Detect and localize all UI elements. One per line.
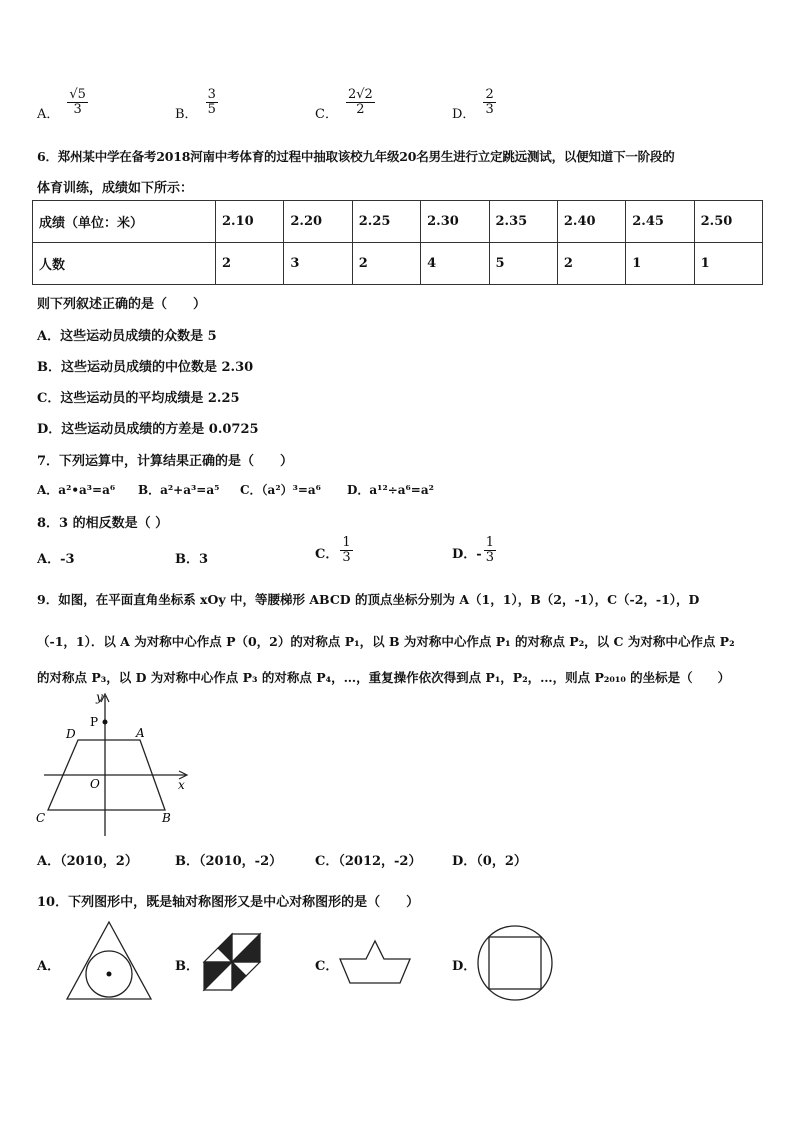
q5-options	[37, 88, 757, 128]
triangle-shape	[67, 922, 151, 999]
table-cell: 2	[557, 243, 625, 285]
label-d: D	[66, 727, 76, 741]
label-x: x	[178, 778, 185, 792]
q6-option-d: D．这些运动员成绩的方差是 0.0725	[37, 422, 259, 437]
table-header-label: 成绩（单位：米）	[33, 201, 216, 243]
q8-stem: 8．3 的相反数是（ ）	[37, 516, 169, 531]
label-y: y	[96, 690, 103, 704]
table-cell: 2.40	[557, 201, 625, 243]
q10-figure-d	[476, 924, 554, 1002]
q9-option-c: C．（2012，-2）	[315, 854, 422, 869]
label-a: A	[136, 726, 145, 740]
table-cell: 2.45	[626, 201, 694, 243]
label-b: B	[162, 811, 171, 825]
q9-option-a: A．（2010，2）	[37, 854, 138, 869]
center-dot	[107, 972, 112, 977]
table-cell: 2.10	[216, 201, 284, 243]
table-cell: 2.20	[284, 201, 352, 243]
q9-line2: （-1，1）．以 A 为对称中心作点 P（0，2）的对称点 P₁，以 B 为对称中心作点 P₁ 的对称点 P₂，以 C 为对称中心作点 P₂	[37, 634, 735, 649]
q5-option-d: D． $\frac{2}{3}$	[452, 87, 494, 122]
table-cell: 5	[489, 243, 557, 285]
q6-option-c: C．这些运动员的平均成绩是 2.25	[37, 391, 240, 406]
q5-option-c: C． $\frac{2√2}{2}$	[315, 87, 373, 122]
q10-figure-c	[338, 937, 412, 987]
q9-line3: 的对称点 P₃，以 D 为对称中心作点 P₃ 的对称点 P₄，…，重复操作依次得到点 P₁，P₂，…，则点 P₂₀₁₀ 的坐标是（ ）	[37, 670, 731, 685]
q7-option-d: D．a¹²÷a⁶=a²	[347, 483, 434, 497]
point-p	[103, 720, 108, 725]
pinwheel-shape	[204, 934, 260, 990]
q9-trapezoid-figure	[30, 688, 200, 838]
q8-option-b: B．3	[175, 552, 209, 567]
label-p: P	[90, 715, 99, 729]
q9-line1: 9．如图，在平面直角坐标系 xOy 中，等腰梯形 ABCD 的顶点坐标分别为 A（1，1），B（2，-1），C（-2，-1），D	[37, 592, 700, 607]
q10-option-a-label: A．	[37, 959, 61, 974]
q6-stem-line2: 体育训练，成绩如下所示：	[37, 181, 194, 196]
table-cell: 2	[216, 243, 284, 285]
q6-question: 则下列叙述正确的是（ ）	[37, 297, 207, 312]
q6-stem-line1: 6．郑州某中学在备考2018河南中考体育的过程中抽取该校九年级20名男生进行立定跳远测试，以便知道下一阶段的	[37, 149, 675, 164]
table-cell: 2	[352, 243, 420, 285]
q8-option-c: C． $\frac{1}{3}$	[315, 535, 351, 565]
table-cell: 2.25	[352, 201, 420, 243]
q10-stem: 10．下列图形中，既是轴对称图形又是中心对称图形的是（ ）	[37, 895, 420, 910]
inscribed-square	[489, 937, 541, 989]
table-row	[33, 243, 763, 285]
q6-option-b: B．这些运动员成绩的中位数是 2.30	[37, 360, 254, 375]
table-cell: 1	[626, 243, 694, 285]
q10-option-b-label: B．	[175, 959, 199, 974]
q9-option-d: D．（0，2）	[452, 854, 527, 869]
table-cell: 2.50	[694, 201, 762, 243]
q6-option-a: A．这些运动员成绩的众数是 5	[37, 329, 217, 344]
table-cell: 1	[694, 243, 762, 285]
q8-option-a: A．-3	[37, 552, 75, 567]
q7-option-c: C．（a²）³=a⁶	[240, 483, 321, 497]
table-cell: 3	[284, 243, 352, 285]
table-row-label: 人数	[33, 243, 216, 285]
table-cell: 2.30	[421, 201, 489, 243]
table-cell: 4	[421, 243, 489, 285]
boat-shape	[340, 941, 410, 983]
label-o: O	[90, 777, 100, 791]
q10-option-c-label: C．	[315, 959, 339, 974]
table-row	[33, 201, 763, 243]
q7-stem: 7．下列运算中，计算结果正确的是（ ）	[37, 454, 294, 469]
q10-figure-b	[202, 932, 262, 992]
label-c: C	[36, 811, 46, 825]
q10-option-d-label: D．	[452, 959, 477, 974]
q7-option-b: B．a²+a³=a⁵	[138, 483, 220, 497]
table-cell: 2.35	[489, 201, 557, 243]
q5-option-b: B． $\frac{3}{5}$	[175, 87, 216, 122]
q8-option-d: D．- $\frac{1}{3}$	[452, 535, 494, 565]
q9-option-b: B．（2010，-2）	[175, 854, 283, 869]
q7-option-a: A．a²•a³=a⁶	[37, 483, 116, 497]
q10-figure-a	[64, 920, 154, 1002]
q6-score-table	[32, 200, 763, 285]
q5-option-a: A． $\frac{√5}{3}$	[37, 87, 86, 122]
